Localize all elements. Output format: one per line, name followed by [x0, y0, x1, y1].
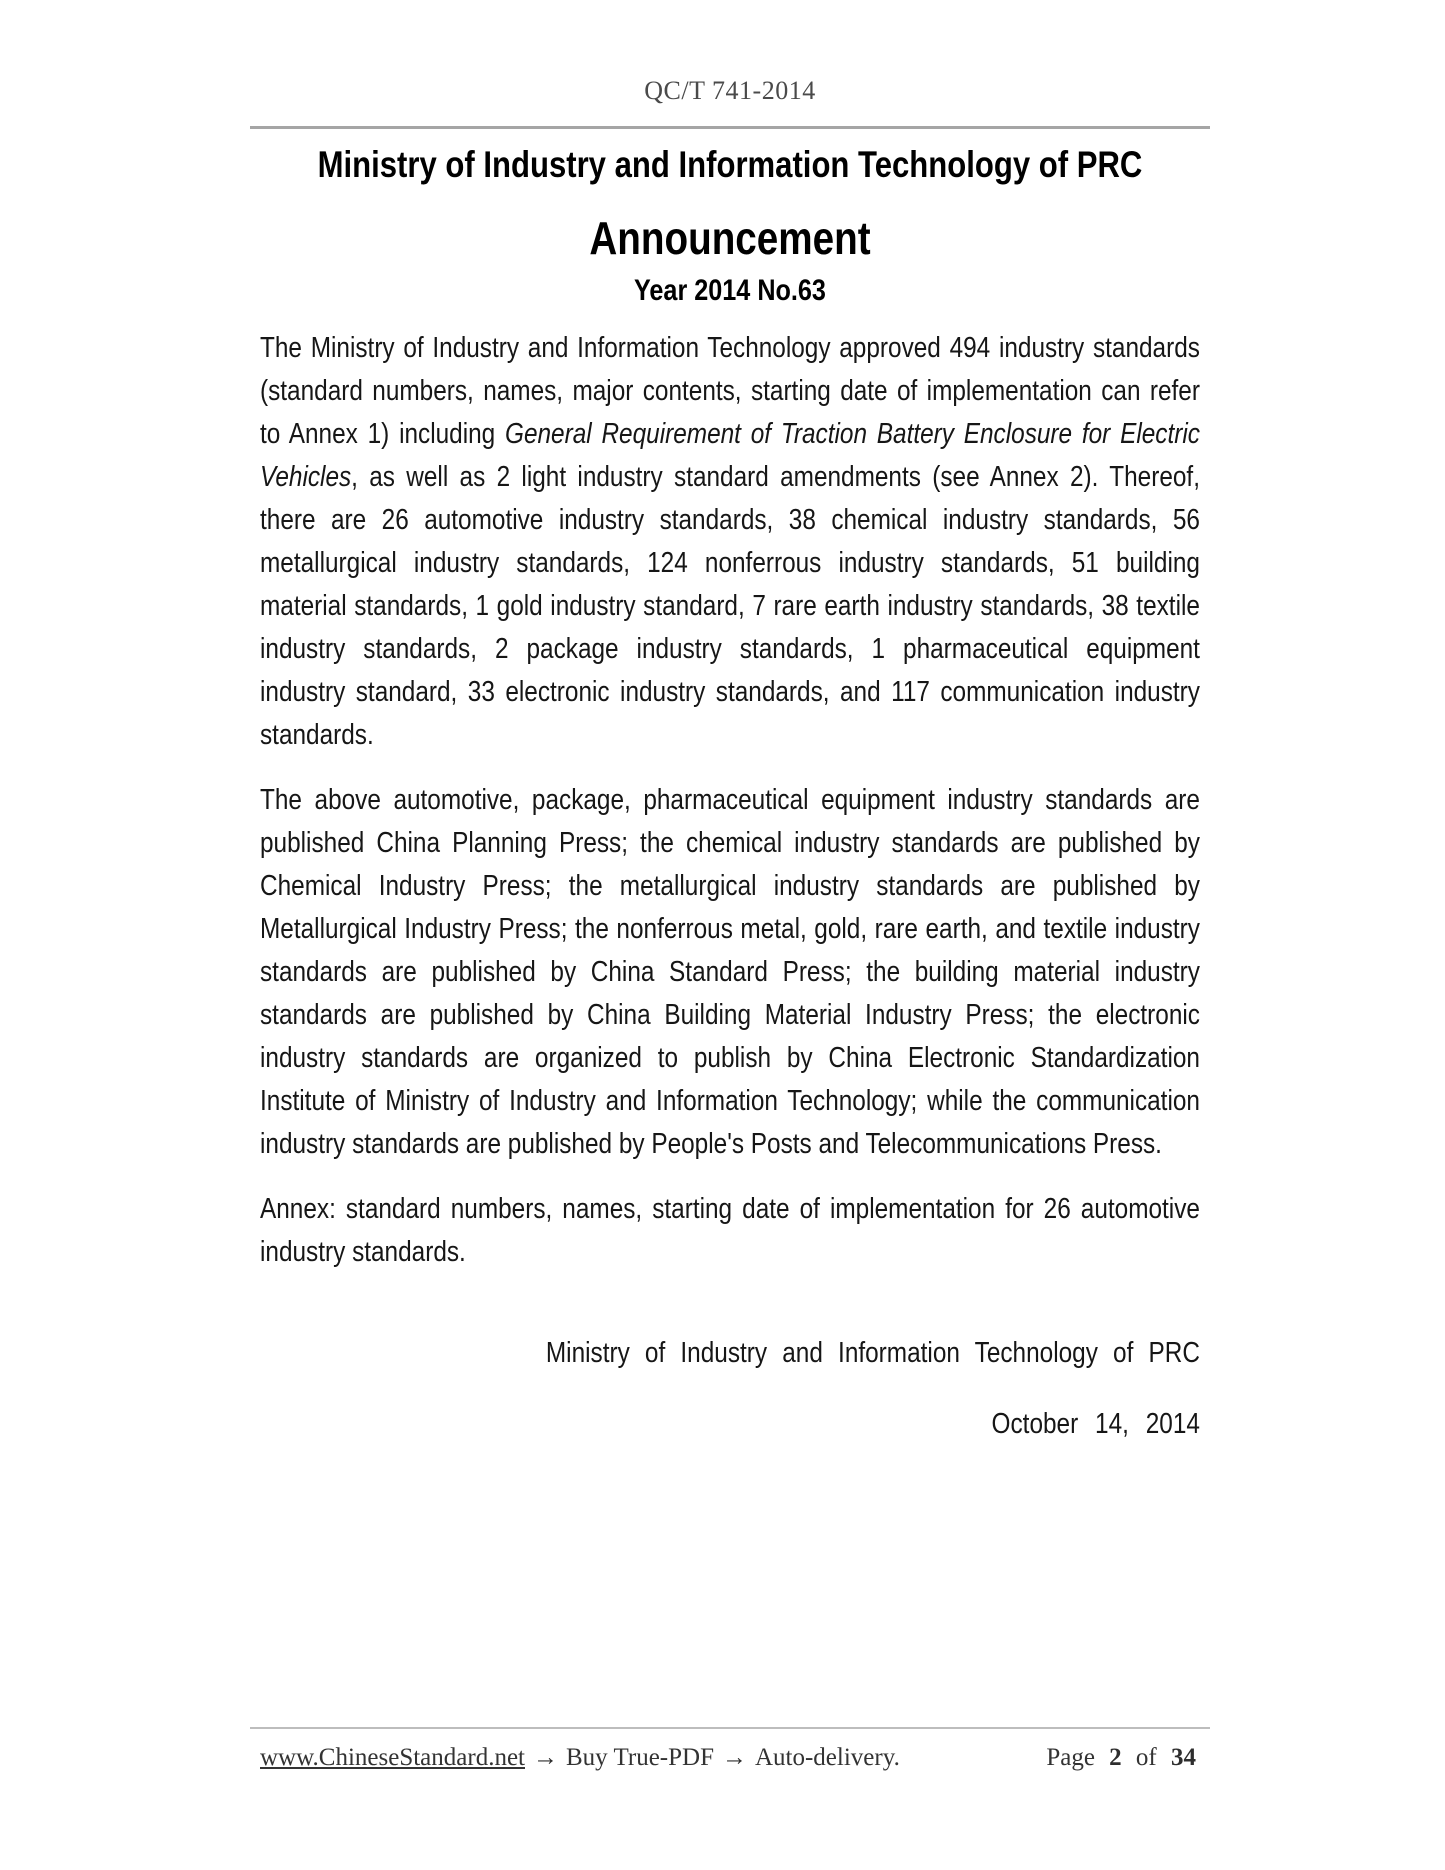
ministry-title: Ministry of Industry and Information Technology of PRC — [317, 144, 1143, 185]
paragraph-1-continued: , as well as 2 light industry standard amendments (see Annex 2). Thereof, there are 26 automotive industry standards, 38 chemical industry standards, 56 metallurgical industry standards, 124 nonferrous industry standards, 51 building material standards, 1 gold industry standard, 7 rare earth industry standards, 38 textile industry standards, 2 package industry standards, 1 pharmaceutical equipment industry standard, 33 electronic industry standards, and 117 communication industry standards. — [260, 461, 1200, 752]
announcement-title: Announcement — [589, 211, 871, 264]
content-column — [260, 144, 1200, 1446]
page-current: 2 — [1109, 1744, 1122, 1771]
header-divider — [250, 126, 1210, 129]
arrow-icon: → — [533, 1744, 558, 1771]
website-link[interactable]: www.ChineseStandard.net — [260, 1744, 525, 1771]
page-footer — [260, 1744, 1200, 1772]
footer-delivery-label: Auto-delivery. — [754, 1744, 900, 1771]
paragraph-3: Annex: standard numbers, names, starting date of implementation for 26 automotive industry standards. — [260, 1193, 1200, 1269]
footer-info — [260, 1744, 900, 1772]
doc-number: QC/T 741-2014 — [644, 76, 816, 105]
footer-divider — [250, 1727, 1210, 1729]
issue-number: Year 2014 No.63 — [633, 274, 826, 308]
signature-org: Ministry of Industry and Information Technology of PRC — [545, 1337, 1200, 1370]
paragraph-1 — [260, 327, 1200, 757]
signature-date: October 14, 2014 — [991, 1408, 1200, 1441]
page-indicator — [1046, 1744, 1200, 1772]
of-label: of — [1135, 1744, 1157, 1771]
arrow-icon: → — [721, 1744, 747, 1771]
page-total: 34 — [1171, 1744, 1196, 1771]
paragraph-2: The above automotive, package, pharmaceutical equipment industry standards are published China Planning Press; the chemical industry standards are published by Chemical Industry Press; the metallurgical industry standards are published by Metallurgical Industry Press; the nonferrous metal, gold, rare earth, and textile industry standards are published by China Standard Press; the building material industry standards are published by China Building Material Industry Press; the electronic industry standards are organized to publish by China Electronic Standardization Institute of Ministry of Industry and Information Technology; while the communication industry standards are published by People's Posts and Telecommunications Press. — [260, 784, 1200, 1161]
page-label: Page — [1046, 1744, 1095, 1771]
footer-buy-label: Buy True-PDF — [566, 1744, 714, 1771]
paragraph-1-text: The Ministry of Industry and Information Technology approved 494 industry standards (standard numbers, names, major contents, starting date of implementation can refer to Annex 1) including — [260, 332, 1200, 451]
standard-name-italic: General Requirement of Traction Battery Enclosure for Electric Vehicles — [260, 418, 1200, 494]
